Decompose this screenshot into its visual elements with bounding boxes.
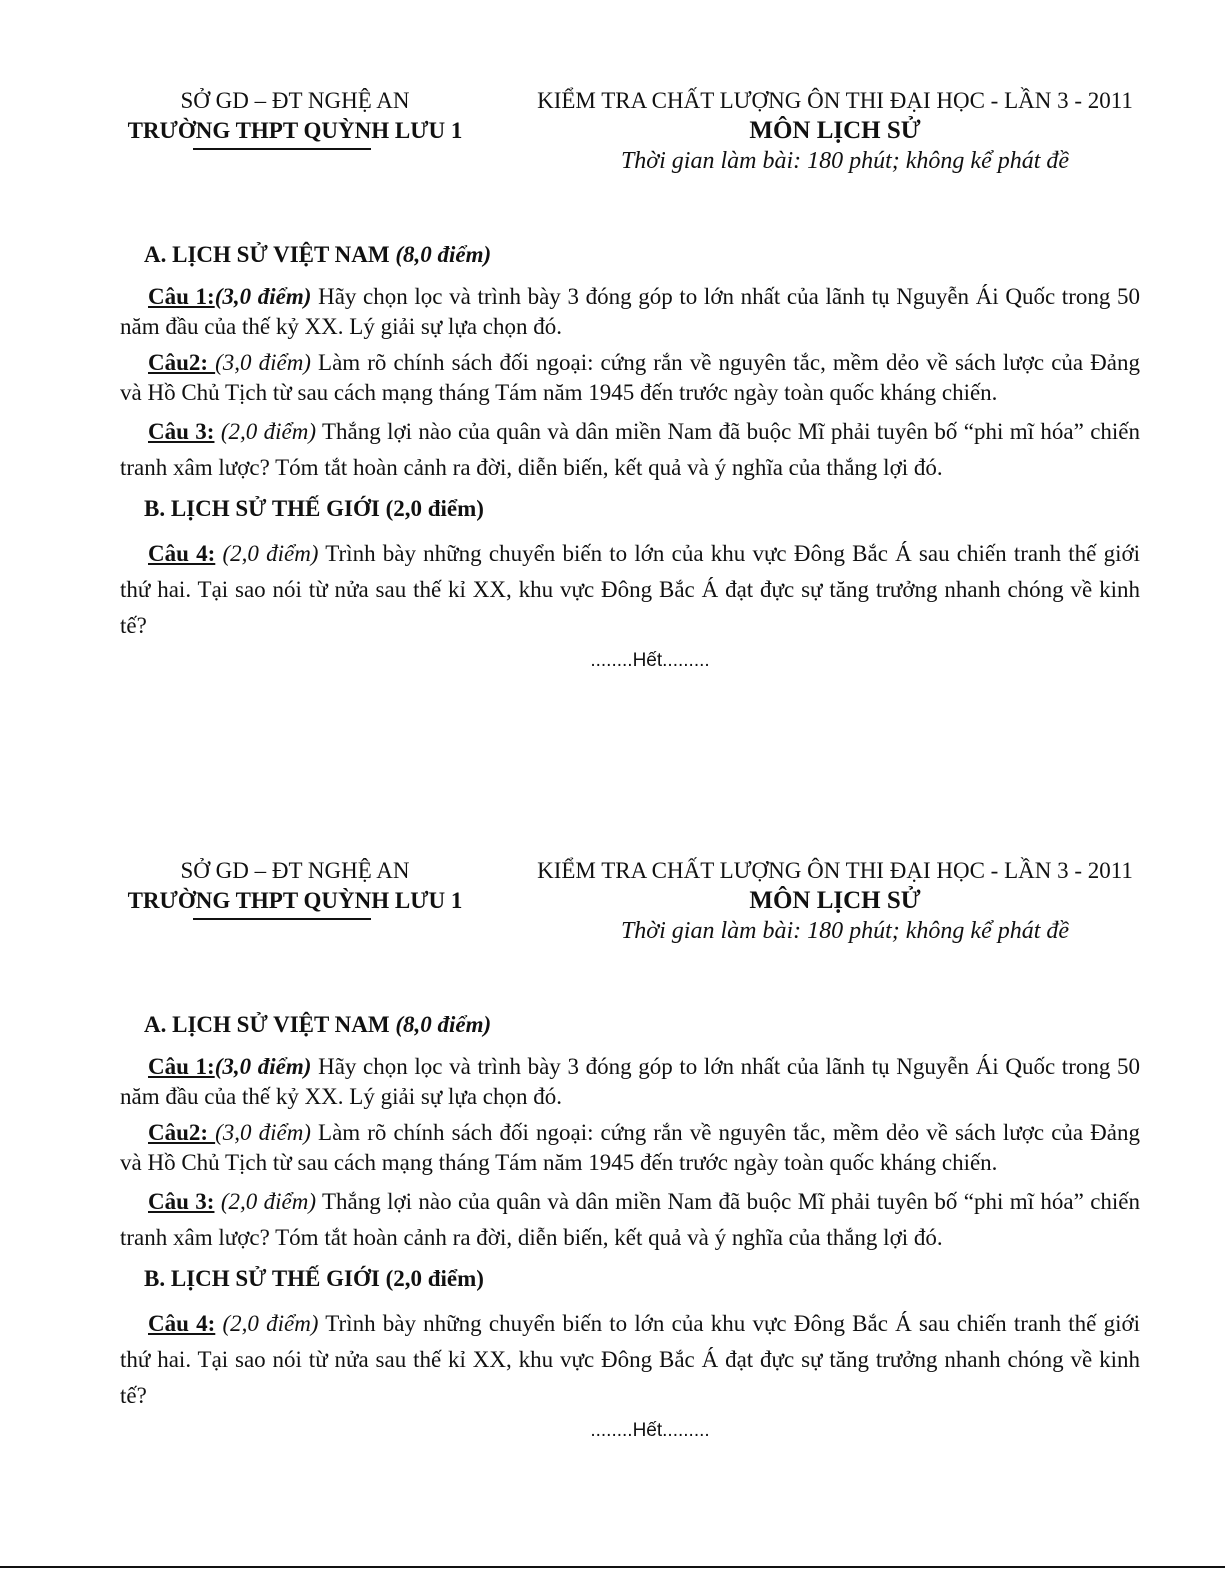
school-underline — [193, 918, 371, 920]
section-b-heading: B. LỊCH SỬ THẾ GIỚI (2,0 điểm) — [144, 1266, 484, 1291]
time-note: Thời gian làm bài: 180 phút; không kể phát đề — [620, 918, 1070, 944]
question-2-points: (3,0 điểm) — [215, 1120, 311, 1145]
question-2 — [120, 348, 1140, 408]
question-4-points: (2,0 điểm) — [215, 1311, 319, 1336]
exam-copy-2 — [0, 770, 1225, 1530]
school-name: TRƯỜNG THPT QUỲNH LƯU 1 — [127, 888, 463, 913]
question-2-points: (3,0 điểm) — [215, 350, 311, 375]
question-4 — [120, 536, 1140, 644]
section-a-points: (8,0 điểm) — [395, 1012, 492, 1037]
header-left — [105, 856, 485, 916]
school-underline — [193, 148, 371, 150]
school-name: TRƯỜNG THPT QUỲNH LƯU 1 — [127, 118, 463, 143]
question-2-text: Làm rõ chính sách đối ngoại: cứng rắn về nguyên tắc, mềm dẻo về sách lược của Đảng và Hồ Chủ Tịch từ sau cách mạng tháng Tám năm 1945 đến trước ngày toàn quốc kháng chiến. — [120, 350, 1140, 405]
question-2-label: Câu2: — [148, 350, 216, 375]
question-3-points: (2,0 điểm) — [214, 419, 316, 444]
exam-body — [120, 238, 1140, 672]
question-1-text: Hãy chọn lọc và trình bày 3 đóng góp to lớn nhất của lãnh tụ Nguyễn Ái Quốc trong 50 năm đầu của thế kỷ XX. Lý giải sự lựa chọn đó. — [120, 1054, 1141, 1109]
question-3-text: Thắng lợi nào của quân và dân miền Nam đã buộc Mĩ phải tuyên bố “phi mĩ hóa” chiến tranh xâm lược? Tóm tắt hoàn cảnh ra đời, diễn biến, kết quả và ý nghĩa của thắng lợi đó. — [120, 419, 1141, 480]
subject-title: MÔN LỊCH SỬ — [749, 887, 921, 914]
section-a-heading — [144, 1008, 1140, 1042]
question-1-label: Câu 1: — [148, 1054, 215, 1079]
question-3 — [120, 1184, 1140, 1256]
header-right — [515, 86, 1155, 176]
section-a-heading — [144, 238, 1140, 272]
exam-title: KIỂM TRA CHẤT LƯỢNG ÔN THI ĐẠI HỌC - LẦN 3 - 2011 — [537, 858, 1133, 883]
question-4-points: (2,0 điểm) — [215, 541, 319, 566]
exam-copy-1 — [0, 0, 1225, 760]
department-name: SỞ GD – ĐT NGHỆ AN — [180, 88, 410, 113]
question-1-text: Hãy chọn lọc và trình bày 3 đóng góp to lớn nhất của lãnh tụ Nguyễn Ái Quốc trong 50 năm đầu của thế kỷ XX. Lý giải sự lựa chọn đó. — [120, 284, 1141, 339]
department-name: SỞ GD – ĐT NGHỆ AN — [180, 858, 410, 883]
end-mark: ........Hết......... — [590, 1420, 710, 1441]
question-4-text: Trình bày những chuyển biến to lớn của khu vực Đông Bắc Á sau chiến tranh thế giới thứ hai. Tại sao nói từ nửa sau thế kỉ XX, khu vực Đông Bắc Á đạt đực sự tăng trưởng nhanh chóng về kinh tế? — [120, 541, 1141, 638]
section-a-points: (8,0 điểm) — [395, 242, 492, 267]
exam-title: KIỂM TRA CHẤT LƯỢNG ÔN THI ĐẠI HỌC - LẦN 3 - 2011 — [537, 88, 1133, 113]
question-1-label: Câu 1: — [148, 284, 215, 309]
question-1 — [120, 1052, 1140, 1112]
section-a-title: A. LỊCH SỬ VIỆT NAM — [144, 1012, 390, 1037]
section-b-heading: B. LỊCH SỬ THẾ GIỚI (2,0 điểm) — [144, 496, 484, 521]
section-a-title: A. LỊCH SỬ VIỆT NAM — [144, 242, 390, 267]
question-2-label: Câu2: — [148, 1120, 216, 1145]
exam-body — [120, 1008, 1140, 1442]
question-3-label: Câu 3: — [148, 419, 215, 444]
question-4-label: Câu 4: — [148, 1311, 216, 1336]
question-2 — [120, 1118, 1140, 1178]
question-1-points: (3,0 điểm) — [214, 284, 312, 309]
time-note: Thời gian làm bài: 180 phút; không kể phát đề — [620, 148, 1070, 174]
question-4-label: Câu 4: — [148, 541, 216, 566]
question-4-text: Trình bày những chuyển biến to lớn của khu vực Đông Bắc Á sau chiến tranh thế giới thứ hai. Tại sao nói từ nửa sau thế kỉ XX, khu vực Đông Bắc Á đạt đực sự tăng trưởng nhanh chóng về kinh tế? — [120, 1311, 1141, 1408]
question-3-label: Câu 3: — [148, 1189, 215, 1214]
question-1-points: (3,0 điểm) — [214, 1054, 312, 1079]
question-1 — [120, 282, 1140, 342]
header-right — [515, 856, 1155, 946]
question-3 — [120, 414, 1140, 486]
subject-title: MÔN LỊCH SỬ — [749, 117, 921, 144]
question-2-text: Làm rõ chính sách đối ngoại: cứng rắn về nguyên tắc, mềm dẻo về sách lược của Đảng và Hồ Chủ Tịch từ sau cách mạng tháng Tám năm 1945 đến trước ngày toàn quốc kháng chiến. — [120, 1120, 1140, 1175]
header-left — [105, 86, 485, 146]
question-3-points: (2,0 điểm) — [214, 1189, 316, 1214]
page-bottom-rule — [0, 1566, 1225, 1568]
question-3-text: Thắng lợi nào của quân và dân miền Nam đã buộc Mĩ phải tuyên bố “phi mĩ hóa” chiến tranh xâm lược? Tóm tắt hoàn cảnh ra đời, diễn biến, kết quả và ý nghĩa của thắng lợi đó. — [120, 1189, 1141, 1250]
question-4 — [120, 1306, 1140, 1414]
end-mark: ........Hết......... — [590, 650, 710, 671]
